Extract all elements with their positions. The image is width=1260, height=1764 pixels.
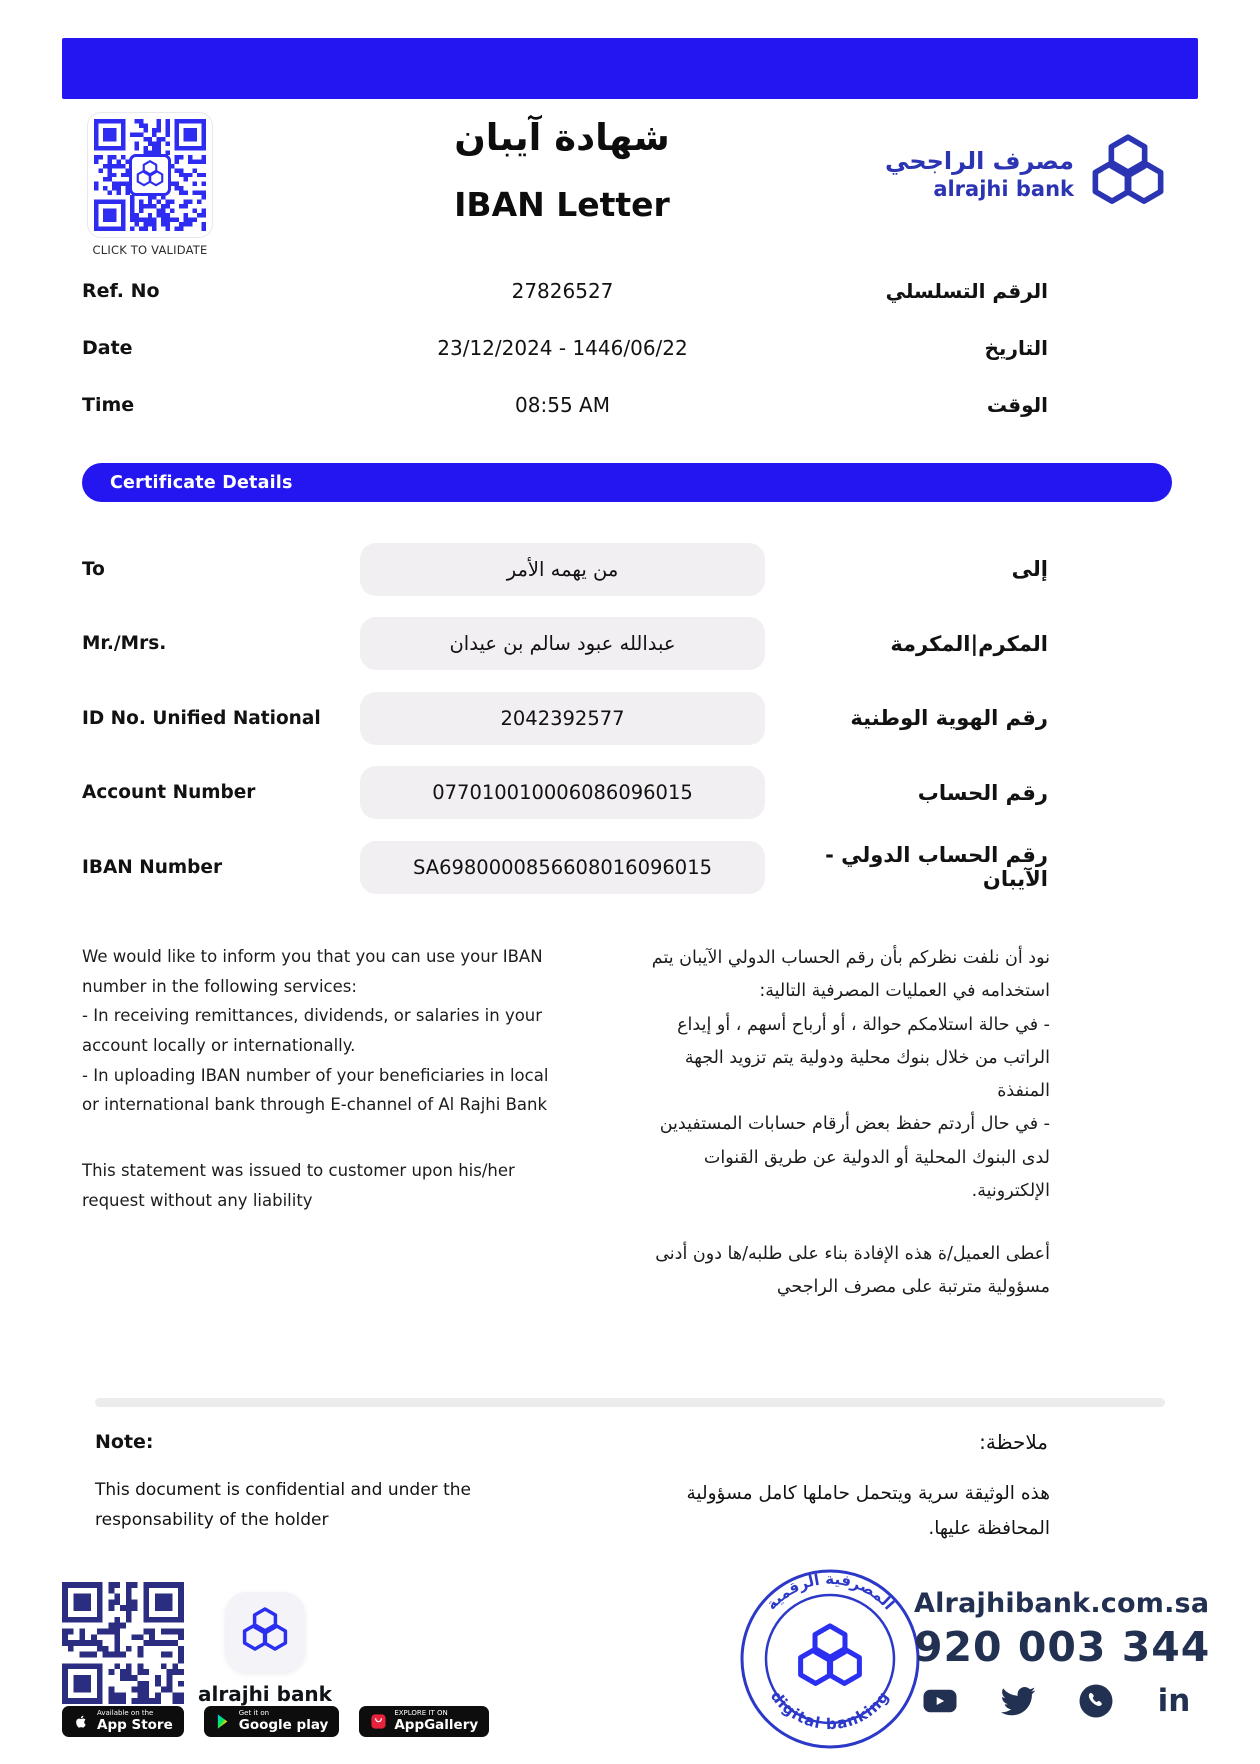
to-row: [62, 532, 1198, 607]
top-banner: [62, 38, 1198, 99]
account-number-value: 077010010006086096015: [360, 766, 765, 819]
info-en-item-2: - In uploading IBAN number of your beneficiaries in local or international bank through E-channel of Al Rajhi Bank: [82, 1065, 549, 1115]
date-label: Date: [82, 336, 133, 359]
date-value: 23/12/2024 - 1446/06/22: [437, 335, 688, 360]
contact-block: [914, 1588, 1211, 1719]
validation-qr-frame[interactable]: [87, 112, 213, 238]
time-label: Time: [82, 393, 135, 416]
info-text-english: [82, 942, 552, 1305]
note-text-english: This document is confidential and under the responsability of the holder: [95, 1480, 471, 1530]
document-titles: [332, 116, 792, 224]
ref-no-label: Ref. No: [82, 279, 160, 302]
iban-label: IBAN Number: [82, 856, 223, 878]
date-row: [62, 319, 1198, 376]
national-id-row: [62, 681, 1198, 756]
iban-row: [62, 830, 1198, 905]
document-title-english: IBAN Letter: [454, 185, 670, 224]
app-download-qr-code: [62, 1582, 184, 1704]
iban-value: SA6980000856608016096015: [360, 841, 765, 894]
customer-name-value: عبدالله عبود سالم بن عيدان: [360, 617, 765, 670]
date-label-arabic: التاريخ: [984, 335, 1048, 360]
certificate-details-header: [82, 463, 1172, 502]
note-label-arabic: ملاحظة:: [979, 1430, 1048, 1454]
digital-banking-stamp: [737, 1566, 923, 1752]
info-ar-disclaimer: أعطى العميل/ة هذه الإفادة بناء على طلبه/ها دون أدنى مسؤولية مترتبة على مصرف الراجحي: [655, 1244, 1050, 1298]
stamp-text-arabic: المصرفية الرقمية: [762, 1569, 898, 1614]
info-ar-item-2: - في حال أردتم حفظ بعض أرقام حسابات المستفيدين لدى البنوك المحلية أو الدولية عن طريق القنوات الإلكترونية.: [659, 1114, 1050, 1201]
bank-logo-text: [885, 147, 1074, 201]
document-header: [62, 110, 1198, 260]
appgallery-badge[interactable]: EXPLORE IT ON AppGallery: [359, 1706, 489, 1737]
app-store-badge[interactable]: Available on the App Store: [62, 1706, 184, 1737]
ref-no-row: [62, 262, 1198, 319]
meta-rows: [62, 262, 1198, 433]
section-divider: [95, 1398, 1165, 1407]
time-label-arabic: الوقت: [986, 392, 1048, 417]
document-footer: [62, 1569, 1211, 1748]
to-value: من يهمه الأمر: [360, 543, 765, 596]
ref-no-label-arabic: الرقم التسلسلي: [885, 278, 1048, 303]
bank-name-english: alrajhi bank: [933, 177, 1074, 201]
bank-app-name: alrajhi bank: [198, 1682, 332, 1706]
info-ar-item-1: - في حالة استلامكم حوالة ، أو أرباح أسهم ، أو إيداع الراتب من خلال بنوك محلية ودولية يتم تزويد الجهة المنفذة: [677, 1014, 1050, 1101]
national-id-label: ID No. Unified National: [82, 707, 321, 729]
name-row: [62, 607, 1198, 682]
alrajhi-trefoil-icon: [135, 160, 165, 190]
alrajhi-trefoil-icon: [240, 1607, 290, 1657]
bank-phone-number: 920 003 344: [914, 1623, 1211, 1671]
time-value: 08:55 AM: [515, 392, 610, 417]
youtube-icon[interactable]: [918, 1683, 962, 1719]
validation-qr-block[interactable]: [84, 112, 216, 257]
name-label: Mr./Mrs.: [82, 633, 167, 655]
google-play-badge[interactable]: Get it on Google play: [204, 1706, 340, 1737]
name-label-arabic: المكرم|المكرمة: [890, 631, 1048, 656]
bank-logo: [885, 126, 1168, 222]
account-number-row: [62, 756, 1198, 831]
document-title-arabic: شهادة آيبان: [454, 116, 670, 159]
certificate-detail-rows: [62, 532, 1198, 905]
to-label-arabic: إلى: [1011, 557, 1048, 582]
qr-center-logo: [129, 154, 171, 196]
national-id-label-arabic: رقم الهوية الوطنية: [850, 706, 1048, 731]
linkedin-icon[interactable]: in: [1157, 1682, 1191, 1719]
info-en-intro: We would like to inform you that you can use your IBAN number in the following services:: [82, 947, 543, 996]
bank-app-icon: [225, 1592, 305, 1672]
info-en-item-1: - In receiving remittances, dividends, or salaries in your account locally or internationally.: [82, 1006, 543, 1056]
social-icons: [914, 1683, 1196, 1719]
certificate-details-title: Certificate Details: [110, 472, 293, 493]
informational-text: [62, 942, 1198, 1305]
whatsapp-icon[interactable]: [1074, 1683, 1118, 1719]
qr-caption: CLICK TO VALIDATE: [92, 243, 208, 257]
time-row: [62, 376, 1198, 433]
store-badges: [62, 1706, 489, 1737]
bank-name-arabic: مصرف الراجحي: [885, 147, 1074, 175]
stamp-text-english: digital banking: [766, 1687, 894, 1734]
google-play-icon: [215, 1713, 232, 1730]
note-text-arabic: هذه الوثيقة سرية ويتحمل حاملها كامل مسؤولية المحافظة عليها.: [686, 1483, 1050, 1540]
national-id-value: 2042392577: [360, 692, 765, 745]
note-section: [62, 1430, 1198, 1546]
to-label: To: [82, 558, 105, 580]
ref-no-value: 27826527: [511, 278, 614, 303]
account-number-label-arabic: رقم الحساب: [917, 780, 1048, 805]
info-text-arabic: [630, 942, 1050, 1305]
note-label: Note:: [95, 1431, 154, 1453]
bank-website[interactable]: Alrajhibank.com.sa: [914, 1588, 1210, 1619]
info-ar-intro: نود أن نلفت نظركم بأن رقم الحساب الدولي الآيبان يتم استخدامه في العمليات المصرفية التالية:: [651, 948, 1050, 1002]
apple-icon: [73, 1713, 90, 1730]
iban-label-arabic: رقم الحساب الدولي - الآيبان: [825, 843, 1048, 892]
info-en-disclaimer: This statement was issued to customer upon his/her request without any liability: [82, 1161, 515, 1210]
account-number-label: Account Number: [82, 782, 256, 804]
alrajhi-trefoil-icon: [1088, 126, 1168, 222]
twitter-icon[interactable]: [996, 1683, 1040, 1719]
appgallery-icon: [370, 1713, 387, 1730]
